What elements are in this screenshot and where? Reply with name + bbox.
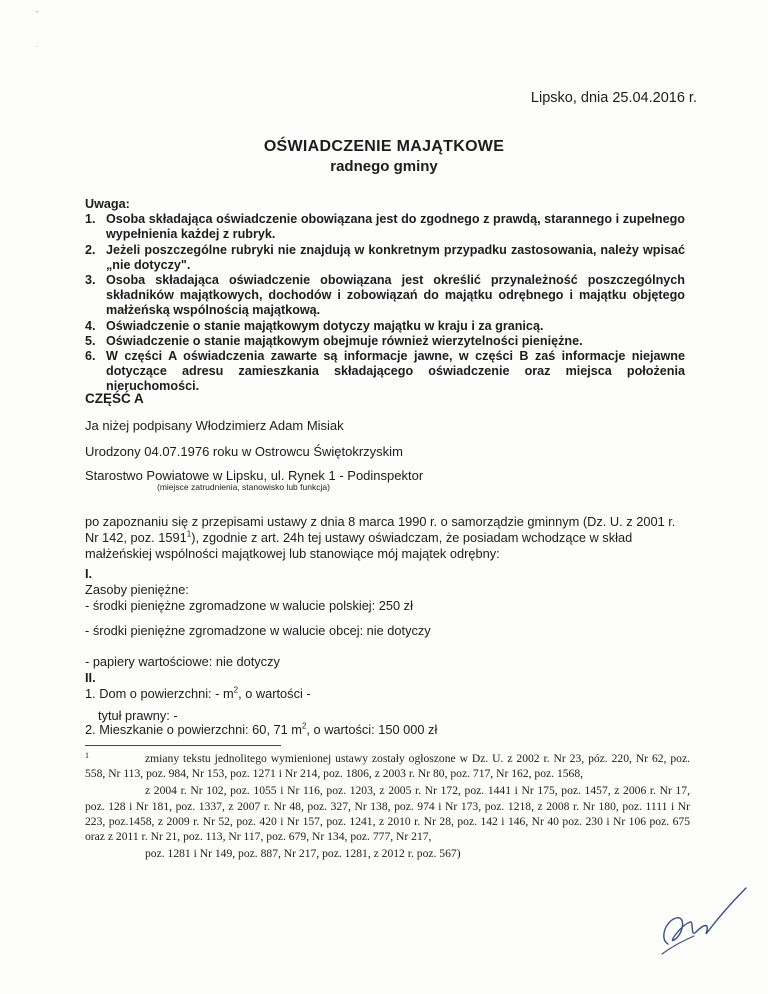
note-number: 4. <box>85 318 96 333</box>
note-item <box>85 243 685 273</box>
notes-block <box>85 197 685 395</box>
pln-funds-line: - środki pieniężne zgromadzone w walucie polskiej: 250 zł <box>85 598 413 613</box>
note-item <box>85 319 685 334</box>
signer-line: Ja niżej podpisany Włodzimierz Adam Misiak <box>85 418 344 433</box>
footnote-separator <box>85 745 281 746</box>
house-text: 1. Dom o powierzchni: - m <box>85 686 234 701</box>
document-subtitle: radnego gminy <box>330 158 438 175</box>
note-number: 5. <box>85 333 96 348</box>
note-item <box>85 349 685 395</box>
declaration-paragraph <box>85 514 688 562</box>
flat-unit-exponent: 2 <box>301 721 307 731</box>
employment-line: Starostwo Powiatowe w Lipsku, ul. Rynek 1 - Podinspektor <box>85 468 424 483</box>
note-text: Oświadczenie o stanie majątkowym obejmuje również wierzytelności pieniężne. <box>106 333 583 348</box>
footnote-paragraph: poz. 1281 i Nr 149, poz. 887, Nr 217, poz. 1281, z 2012 r. poz. 567) <box>145 847 461 861</box>
part-a-heading: CZĘŚĆ A <box>85 391 144 406</box>
section-1-numeral: I. <box>85 566 93 581</box>
footnote-reference: 1 <box>186 529 192 539</box>
note-item <box>85 334 685 349</box>
flat-value-text: , o wartości: 150 000 zł <box>306 722 438 737</box>
birth-line: Urodzony 04.07.1976 roku w Ostrowcu Świętokrzyskim <box>85 444 403 459</box>
legal-title-line: tytuł prawny: - <box>98 708 178 723</box>
footnote-mark: 1 <box>85 751 89 760</box>
declaration-text: po zapoznaniu się z przepisami ustawy z dnia 8 marca 1990 r. o samorządzie gminnym (Dz. U. z 2001 r. Nr 142, poz. 1591 <box>85 514 676 545</box>
foreign-funds-line: - środki pieniężne zgromadzone w walucie obcej: nie dotyczy <box>85 623 431 638</box>
declaration-text-cont: ), zgodnie z art. 24h tej ustawy oświadczam, że posiadam wchodzące w skład małżeńskiej wspólności majątkowej lub stanowiące mój majątek odrębny: <box>85 530 633 561</box>
footnote <box>85 751 690 861</box>
footnote-paragraph: zmiany tekstu jednolitego wymienionej ustawy zostały ogłoszone w Dz. U. z 2002 r. Nr 23, póz. 220, Nr 62, poz. 558, Nr 113, poz. 984, Nr 153, poz. 1271 i Nr 214, poz. 1806, z 2003 r. Nr 80, poz. 717, Nr 162, poz. 1568, <box>85 752 690 781</box>
note-number: 6. <box>85 349 96 364</box>
section-1 <box>85 566 413 614</box>
house-line <box>85 686 311 702</box>
notes-heading: Uwaga: <box>85 197 130 211</box>
note-item <box>85 273 685 319</box>
securities-line: - papiery wartościowe: nie dotyczy <box>85 654 280 669</box>
note-text: Oświadczenie o stanie majątkowym dotyczy majątku w kraju i za granicą. <box>106 318 544 333</box>
note-item <box>85 212 685 242</box>
document-title: OŚWIADCZENIE MAJĄTKOWE <box>263 138 505 155</box>
section-1-heading: Zasoby pieniężne: <box>85 582 189 597</box>
footnote-paragraph: z 2004 r. Nr 102, poz. 1055 i Nr 116, poz. 1203, z 2005 r. Nr 172, poz. 1441 i Nr 175, poz. 1457, z 2006 r. Nr 17, poz. 128 i Nr 181, poz. 1337, z 2007 r. Nr 48, poz. 327, Nr 138, poz. 974 i Nr 173, poz. 1218, z 2008 r. Nr 180, poz. 1111 i Nr 223, poz.1458, z 2009 r. Nr 52, poz. 420 i Nr 157, poz. 1241, z 2010 r. Nr 28, poz. 142 i 146, Nr 40 poz. 230 i Nr 106 poz. 675 oraz z 2011 r. Nr 21, poz. 113, Nr 117, poz. 679, Nr 134, poz. 777, Nr 217, <box>85 784 690 844</box>
scan-speck: • <box>36 10 39 16</box>
note-number: 2. <box>85 242 96 257</box>
title-block <box>0 138 768 175</box>
note-number: 3. <box>85 273 96 288</box>
section-2 <box>85 670 311 702</box>
note-text: Osoba składająca oświadczenie obowiązana jest do zgodnego z prawdą, starannego i zupełnego wypełnienia każdej z rubryk. <box>106 212 685 242</box>
house-unit-exponent: 2 <box>233 685 239 695</box>
scan-speck: - <box>36 44 38 50</box>
note-text: Osoba składająca oświadczenie obowiązana jest określić przynależność poszczególnych składników majątkowych, dochodów i zobowiązań do majątku odrębnego i majątku objętego małżeńską wspólnością majątkową. <box>106 273 685 318</box>
note-number: 1. <box>85 212 96 227</box>
employment-caption: (miejsce zatrudnienia, stanowisko lub funkcja) <box>157 482 330 492</box>
flat-text: 2. Mieszkanie o powierzchni: 60, 71 m <box>85 722 302 737</box>
notes-list <box>85 212 685 394</box>
house-value-text: , o wartości - <box>238 686 311 701</box>
flat-line <box>85 722 437 738</box>
document-date: Lipsko, dnia 25.04.2016 r. <box>530 90 697 106</box>
handwritten-signature <box>650 882 750 962</box>
note-text: W części A oświadczenia zawarte są informacje jawne, w części B zaś informacje niejawne dotyczące adresu zamieszkania składającego oświadczenie oraz miejsca położenia nieruchomości. <box>106 349 685 394</box>
note-text: Jeżeli poszczególne rubryki nie znajdują w konkretnym przypadku zastosowania, należy wpisać „nie dotyczy". <box>106 242 685 272</box>
section-2-numeral: II. <box>85 670 96 685</box>
